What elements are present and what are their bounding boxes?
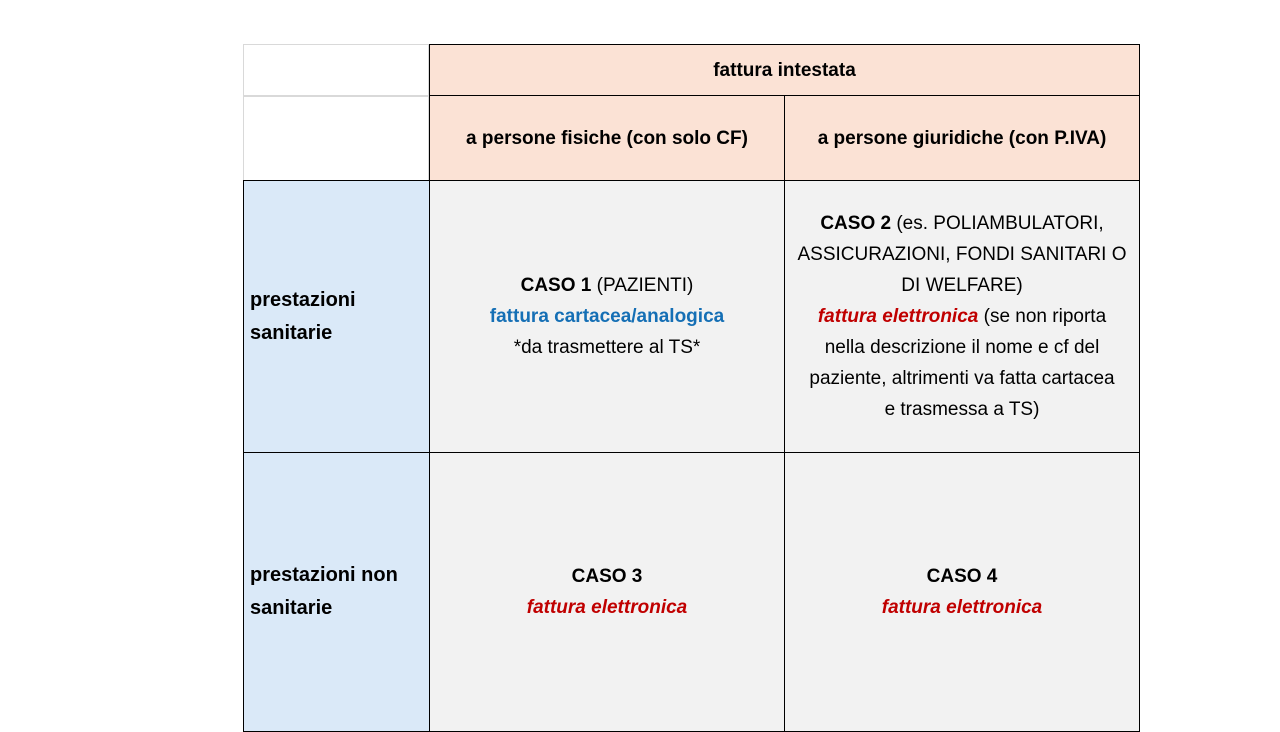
header-fattura-intestata (429, 44, 1140, 96)
caso2-title: CASO 2 (820, 213, 892, 234)
header-col1-label: a persone fisiche (con solo CF) (466, 127, 748, 149)
caso3-title: CASO 3 (571, 566, 643, 587)
caso3-type: fattura elettronica (526, 597, 688, 618)
caso4-title: CASO 4 (926, 566, 998, 587)
cell-caso-4 (784, 452, 1140, 732)
caso1-type: fattura cartacea/analogica (489, 306, 725, 327)
caso2-detail-line3: DI WELFARE) (901, 275, 1023, 296)
cell-caso-1 (429, 180, 785, 453)
caso2-note-line2: nella descrizione il nome e cf del (824, 337, 1100, 358)
empty-corner-top (243, 44, 429, 96)
caso2-heading (820, 208, 1103, 239)
header-persone-fisiche (429, 95, 785, 181)
row2-label-line1: prestazioni non (250, 564, 398, 586)
row-header-prestazioni-non-sanitarie (243, 452, 430, 732)
caso2-type: fattura elettronica (817, 306, 979, 327)
caso1-title: CASO 1 (520, 275, 592, 296)
empty-corner-bottom (243, 96, 429, 181)
caso2-note-line1: (se non riporta (983, 306, 1107, 327)
row2-label-line2: sanitarie (250, 597, 333, 619)
caso1-note: *da trasmettere al TS* (513, 337, 701, 358)
cell-caso-2 (784, 180, 1140, 453)
caso2-note-line4: e trasmessa a TS) (884, 399, 1040, 420)
header-persone-giuridiche (784, 95, 1140, 181)
row1-label-line1: prestazioni (250, 288, 356, 311)
caso2-type-line (818, 301, 1106, 332)
caso4-type: fattura elettronica (881, 597, 1043, 618)
header-col2-label: a persone giuridiche (con P.IVA) (817, 127, 1107, 149)
header-group-label: fattura intestata (713, 59, 856, 81)
caso1-detail: (PAZIENTI) (596, 275, 694, 296)
row-header-prestazioni-sanitarie (243, 180, 430, 453)
caso1-heading (521, 270, 694, 301)
row1-label-line2: sanitarie (250, 321, 333, 344)
caso2-detail-line1: (es. POLIAMBULATORI, (896, 213, 1104, 234)
caso2-note-line3: paziente, altrimenti va fatta cartacea (809, 368, 1115, 389)
cell-caso-3 (429, 452, 785, 732)
caso2-detail-line2: ASSICURAZIONI, FONDI SANITARI O (797, 244, 1127, 265)
